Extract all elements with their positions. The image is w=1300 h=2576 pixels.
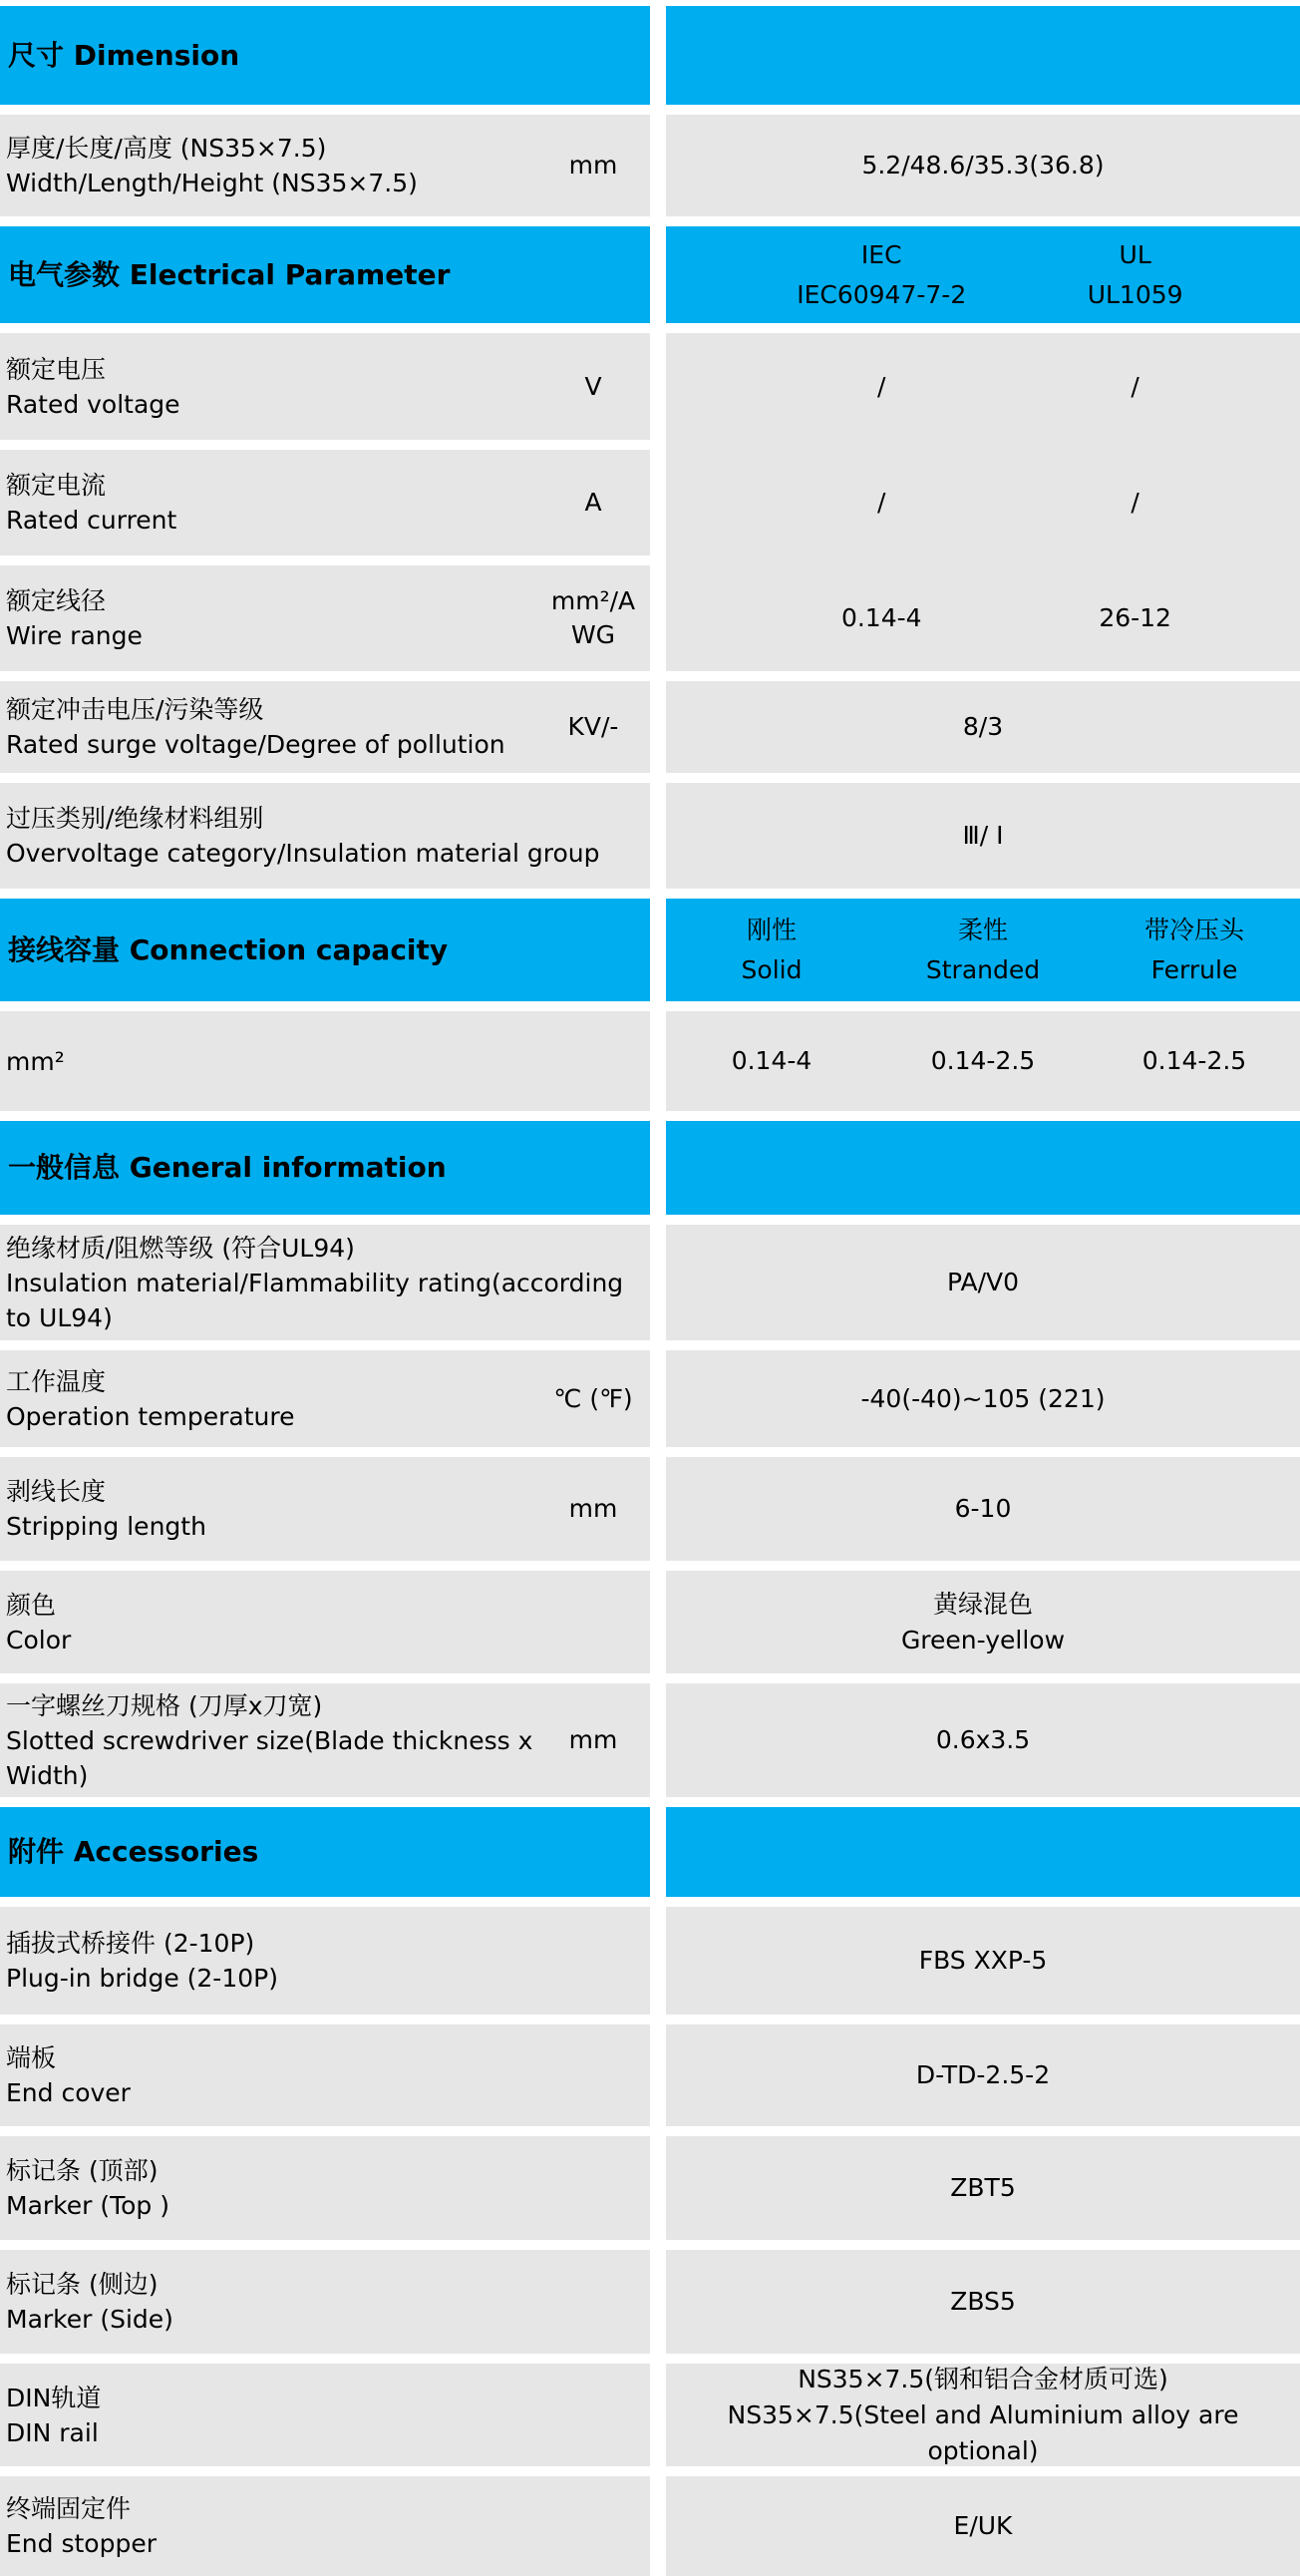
section-title: 尺寸 Dimension — [8, 38, 240, 72]
section-header-dimension-title-cell — [0, 6, 650, 105]
label — [0, 333, 540, 440]
label — [0, 1350, 540, 1447]
section-header-dimension — [0, 6, 1300, 105]
row-wire-range — [0, 565, 650, 671]
row-rated-voltage — [0, 333, 650, 440]
unit: mm — [568, 1725, 618, 1754]
value-ul: / — [1131, 371, 1139, 401]
label — [0, 1225, 650, 1340]
label — [0, 1683, 540, 1797]
row-operation-temperature — [0, 1350, 1300, 1447]
row-overvoltage — [0, 783, 1300, 889]
row-screwdriver-size — [0, 1683, 1300, 1797]
label-en: Marker (Side) — [6, 2305, 173, 2334]
row-color — [0, 1571, 1300, 1673]
label-en: Operation temperature — [6, 1401, 295, 1431]
column-header-ul: UL UL1059 — [1087, 239, 1183, 309]
value: 5.2/48.6/35.3(36.8) — [861, 151, 1105, 180]
value-solid: 0.14-4 — [731, 1046, 812, 1075]
row-marker-side — [0, 2250, 1300, 2354]
row-plug-in-bridge — [0, 1907, 1300, 2015]
label — [0, 1011, 650, 1111]
label-zh: DIN轨道 — [6, 2383, 102, 2412]
label — [0, 1907, 650, 2015]
row-capacity-mm2 — [0, 1011, 1300, 1111]
value: 6-10 — [954, 1494, 1012, 1523]
value: 8/3 — [962, 712, 1004, 741]
standard-columns — [666, 226, 1300, 323]
column-header-stranded: 柔性 Stranded — [925, 915, 1041, 984]
section-title: 接线容量 Connection capacity — [8, 932, 449, 966]
label-en: DIN rail — [6, 2417, 99, 2447]
label — [0, 115, 540, 216]
label-zh: 过压类别/绝缘材料组别 — [6, 804, 264, 833]
value-stranded: 0.14-2.5 — [930, 1046, 1036, 1075]
column-header-solid: 刚性 Solid — [741, 915, 803, 984]
label-en: End stopper — [6, 2529, 157, 2558]
row-rated-current — [0, 450, 650, 555]
label — [0, 1571, 650, 1673]
label — [0, 681, 540, 773]
label-en: Overvoltage category/Insulation material group — [6, 839, 600, 868]
row-end-stopper — [0, 2476, 1300, 2576]
label-en: Rated surge voltage/Degree of pollution — [6, 730, 505, 759]
section-title: 电气参数 Electrical Parameter — [8, 257, 451, 291]
electrical-rows-group — [0, 333, 1300, 671]
label — [0, 2024, 650, 2126]
value-en: NS35×7.5(Steel and Aluminium alloy are optional) — [727, 2399, 1239, 2465]
value-rated-current — [666, 450, 1300, 555]
value: ZBS5 — [950, 2287, 1016, 2316]
label-en: Slotted screwdriver size(Blade thickness x Width) — [6, 1725, 533, 1790]
label-zh: 厚度/长度/高度 (NS35×7.5) — [6, 134, 327, 163]
label — [0, 450, 540, 555]
label-zh: 额定电流 — [6, 471, 107, 500]
row-din-rail — [0, 2364, 1300, 2466]
section-title: 一般信息 General information — [8, 1151, 447, 1184]
value — [666, 2364, 1300, 2466]
value: D-TD-2.5-2 — [915, 2060, 1051, 2089]
value: ZBT5 — [950, 2173, 1016, 2202]
unit: mm — [568, 1494, 618, 1523]
value: Ⅲ/ Ⅰ — [962, 821, 1004, 850]
label-zh: 标记条 (侧边) — [6, 2270, 159, 2299]
value-zh: 黄绿混色 — [932, 1589, 1033, 1619]
label-en: Rated current — [6, 506, 177, 535]
label-zh: 终端固定件 — [6, 2494, 132, 2523]
label-zh: 额定电压 — [6, 354, 107, 384]
capacity-values — [666, 1011, 1300, 1111]
label-en: Marker (Top ) — [6, 2191, 170, 2220]
unit: ℃ (℉) — [553, 1383, 633, 1413]
label-en: Stripping length — [6, 1512, 206, 1541]
row-dimension — [0, 115, 1300, 216]
value-wire-range — [666, 565, 1300, 671]
value — [666, 1571, 1300, 1673]
label — [0, 2250, 650, 2354]
label — [0, 565, 540, 671]
value: 0.6x3.5 — [935, 1725, 1031, 1754]
value-ul: 26-12 — [1099, 603, 1171, 632]
label-zh: 剥线长度 — [6, 1477, 107, 1506]
label — [0, 783, 650, 889]
label — [0, 2476, 650, 2576]
label-zh: 端板 — [6, 2043, 57, 2072]
section-header-connection-capacity — [0, 899, 1300, 1001]
label-zh: 额定线径 — [6, 586, 107, 615]
label-zh: 插拔式桥接件 (2-10P) — [6, 1929, 255, 1958]
row-end-cover — [0, 2024, 1300, 2126]
unit: A — [584, 488, 602, 517]
column-header-ferrule: 带冷压头 Ferrule — [1143, 915, 1244, 984]
section-header-accessories — [0, 1807, 1300, 1897]
row-surge-voltage — [0, 681, 1300, 773]
section-header-general — [0, 1121, 1300, 1215]
value-zh: NS35×7.5(钢和铝合金材质可选) — [798, 2364, 1168, 2393]
label-en: Rated voltage — [6, 389, 180, 419]
unit: mm²/AWG — [550, 586, 636, 649]
label-en: Width/Length/Height (NS35×7.5) — [6, 169, 418, 197]
value-ul: / — [1131, 488, 1139, 517]
value: E/UK — [953, 2511, 1013, 2540]
value-iec: 0.14-4 — [840, 603, 922, 632]
value-en: Green-yellow — [900, 1625, 1066, 1655]
column-header-iec: IEC IEC60947-7-2 — [797, 239, 967, 309]
label-en: Plug-in bridge (2-10P) — [6, 1964, 278, 1993]
unit: KV/- — [567, 712, 619, 741]
label — [0, 1457, 540, 1561]
row-marker-top — [0, 2136, 1300, 2240]
value: PA/V0 — [946, 1268, 1019, 1296]
label — [0, 2364, 650, 2466]
label-zh: 一字螺丝刀规格 (刀厚x刀宽) — [6, 1690, 323, 1720]
value-iec: / — [877, 371, 886, 401]
electrical-values-block — [666, 333, 1300, 671]
row-insulation — [0, 1225, 1300, 1340]
value-iec: / — [877, 488, 886, 517]
conductor-columns — [666, 899, 1300, 1001]
label-zh: 工作温度 — [6, 1366, 107, 1396]
unit: mm — [568, 151, 618, 180]
row-stripping-length — [0, 1457, 1300, 1561]
label-unit-mm2: mm² — [6, 1046, 65, 1076]
label-en: Insulation material/Flammability rating(according to UL94) — [6, 1268, 624, 1332]
section-title: 附件 Accessories — [8, 1835, 259, 1868]
section-header-dimension-spacer-cell — [666, 6, 1300, 105]
value: -40(-40)~105 (221) — [860, 1383, 1106, 1413]
label-zh: 颜色 — [6, 1590, 57, 1620]
unit: V — [584, 371, 602, 401]
label-en: Wire range — [6, 621, 143, 650]
value-rated-voltage — [666, 333, 1300, 440]
section-header-electrical — [0, 226, 1300, 323]
value: FBS XXP-5 — [918, 1946, 1048, 1975]
label-zh: 额定冲击电压/污染等级 — [6, 695, 264, 724]
value-ferrule: 0.14-2.5 — [1141, 1046, 1247, 1075]
label-en: End cover — [6, 2078, 131, 2107]
label-en: Color — [6, 1625, 72, 1655]
label — [0, 2136, 650, 2240]
label-zh: 绝缘材质/阻燃等级 (符合UL94) — [6, 1233, 355, 1263]
label-zh: 标记条 (顶部) — [6, 2156, 159, 2185]
